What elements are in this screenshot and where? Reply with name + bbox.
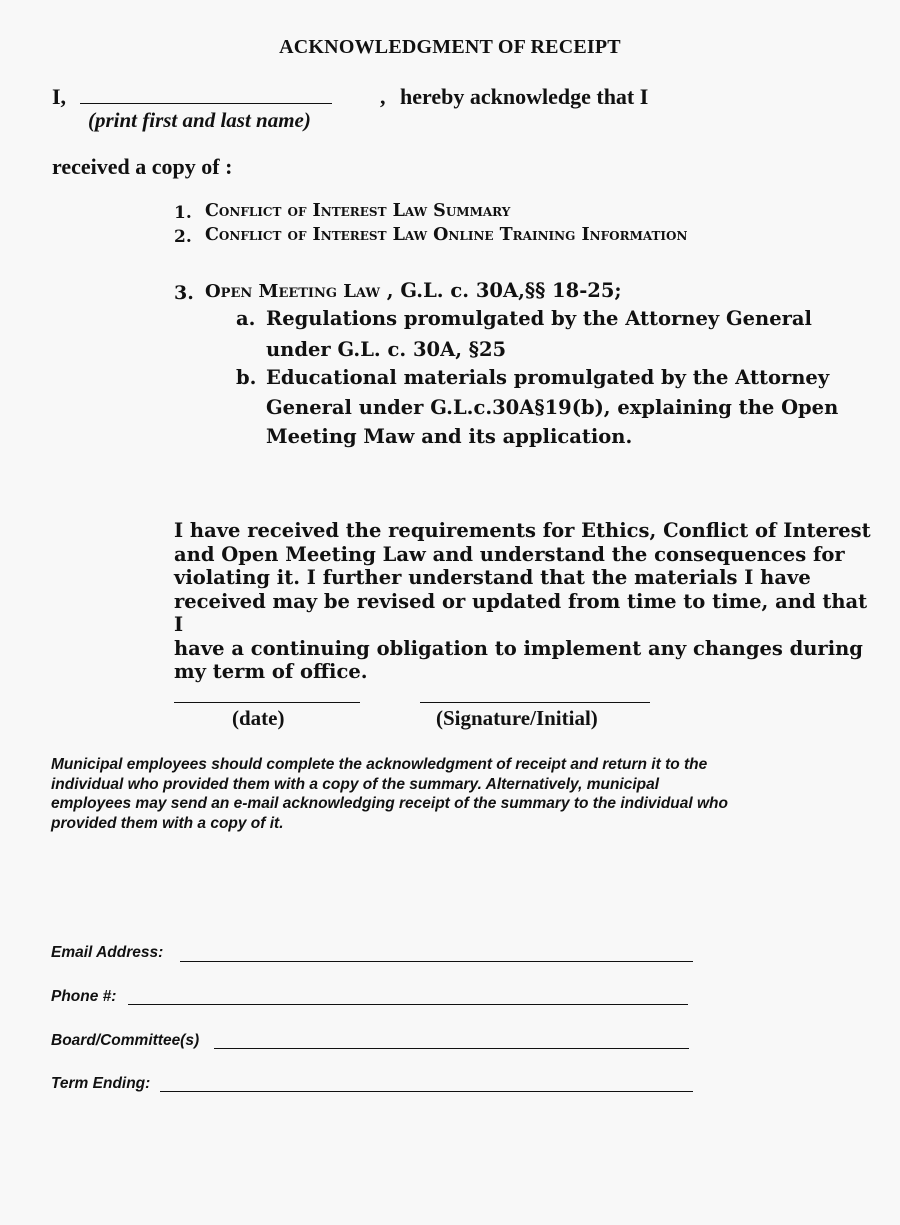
item3-number: 3. [174, 282, 194, 304]
term-label: Term Ending: [51, 1075, 151, 1092]
phone-field[interactable] [128, 1004, 688, 1005]
term-field[interactable] [160, 1091, 693, 1092]
item3-rest: , G.L. c. 30A,§§ 18-25; [379, 279, 622, 302]
note-line4: provided them with a copy of it. [51, 815, 284, 833]
board-label: Board/Committee(s) [51, 1032, 200, 1049]
board-field[interactable] [214, 1048, 689, 1049]
sub-b-line1: Educational materials promulgated by the Attorney [266, 366, 830, 389]
item1-text: Conflict of Interest Law Summary [205, 201, 511, 221]
name-line[interactable] [80, 103, 332, 104]
item2-number: 2. [174, 227, 192, 247]
statement-line2: and Open Meeting Law and understand the consequences for [174, 542, 845, 566]
note-line1: Municipal employees should complete the acknowledgment of receipt and return it to the [51, 756, 708, 773]
statement-line1: I have received the requirements for Ethics, Conflict of Interest [174, 519, 871, 542]
statement-line4: received may be revised or updated from time to time, and that I [174, 589, 868, 636]
note-line3: employees may send an e-mail acknowledging receipt of the summary to the individual who [51, 795, 728, 813]
statement-line3: violating it. I further understand that the materials I have [174, 566, 811, 589]
sub-a-line1: Regulations promulgated by the Attorney General [266, 307, 812, 330]
email-field[interactable] [180, 961, 693, 962]
sub-b-line2: General under G.L.c.30A§19(b), explaining the Open [266, 396, 839, 419]
intro-hereby: hereby acknowledge that I [400, 84, 649, 109]
intro-comma: , [380, 84, 386, 109]
sub-b-line3: Meeting Maw and its application. [266, 425, 633, 448]
intro-pronoun: I, [52, 84, 67, 109]
document-title: ACKNOWLEDGMENT OF RECEIPT [279, 36, 621, 58]
statement-line5: have a continuing obligation to implement any changes during [174, 636, 863, 660]
date-label: (date) [232, 706, 285, 730]
date-line[interactable] [174, 702, 360, 703]
signature-label: (Signature/Initial) [436, 706, 598, 730]
received-copy-of: received a copy of : [52, 154, 233, 179]
signature-line[interactable] [420, 702, 650, 703]
item3-lead: Open Meeting Law [205, 281, 380, 302]
statement-line6: my term of office. [174, 660, 368, 683]
sub-b-letter: b. [236, 366, 257, 389]
item3-text [205, 279, 622, 302]
name-hint: (print first and last name) [88, 108, 311, 132]
instructions-note [51, 755, 871, 834]
statement-paragraph [174, 519, 874, 684]
note-line2: individual who provided them with a copy of the summary. Alternatively, municipal [51, 775, 660, 793]
phone-label: Phone #: [51, 988, 117, 1005]
email-label: Email Address: [51, 944, 164, 961]
sub-a-letter: a. [236, 307, 256, 330]
item2-text: Conflict of Interest Law Online Training Information [205, 225, 688, 245]
sub-a-line2: under G.L. c. 30A, §25 [266, 338, 507, 361]
item1-number: 1. [174, 203, 192, 223]
